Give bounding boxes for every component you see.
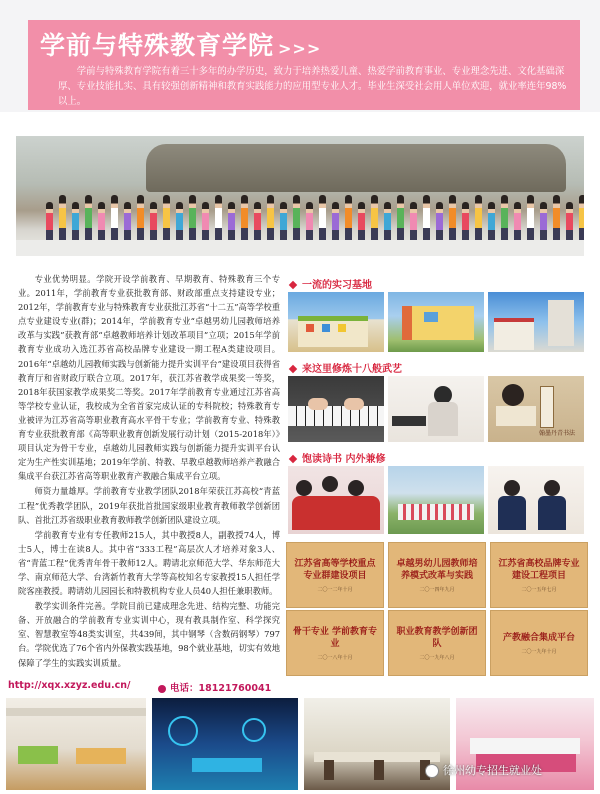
certificate-5: 职业教育教学创新团队 二〇一九年八月 <box>388 610 486 676</box>
classroom-photo-1 <box>6 698 146 790</box>
child-figure <box>267 195 274 242</box>
wechat-icon <box>425 764 439 778</box>
child-figure <box>98 202 105 242</box>
child-figure <box>436 202 443 242</box>
child-figure <box>306 202 313 242</box>
child-figure <box>527 195 534 242</box>
child-figure <box>111 195 118 242</box>
child-figure <box>579 195 584 242</box>
certificate-1: 江苏省高等学校重点专业群建设项目 二〇一二年十月 <box>286 542 384 608</box>
calligraphy-photo <box>488 376 584 442</box>
paragraph-training-facilities: 教学实训条件完善。学院目前已建成理念先进、结构完整、功能完备、开放融合的学前教育专业实训中心，现有教具制作室、科学探究室、智慧教室等48类实训室，共439间，其中钢琴（含数码钢琴）797台。学院优选了76个省内外保教实践基地，98个就业基地，切实有效地保障了学生的实践实训质量。 <box>18 601 280 668</box>
diamond-icon <box>289 365 297 373</box>
child-figure <box>384 202 391 242</box>
website-url[interactable]: http://xqx.xzyz.edu.cn/ <box>8 680 131 691</box>
child-figure <box>72 202 79 242</box>
child-figure <box>228 202 235 242</box>
body-text-column <box>18 272 280 671</box>
child-figure <box>176 202 183 242</box>
child-figure <box>475 195 482 242</box>
child-figure <box>488 202 495 242</box>
certificate-6: 产教融合集成平台 二〇一九年十月 <box>490 610 588 676</box>
child-figure <box>241 195 248 242</box>
kindergarten-building-photo-3 <box>488 292 584 352</box>
child-figure <box>137 195 144 242</box>
child-figure <box>319 195 326 242</box>
section-label-poetry: 饱读诗书 内外兼修 <box>290 450 385 465</box>
child-figure <box>150 202 157 242</box>
title-text: 学前与特殊教育学院 <box>40 31 275 60</box>
child-figure <box>358 202 365 242</box>
child-figure <box>540 202 547 242</box>
title-arrows: >>> <box>278 39 322 58</box>
reading-students-photo <box>288 466 384 534</box>
child-figure <box>46 202 53 242</box>
child-figure <box>501 195 508 242</box>
phone-number: 18121760041 <box>198 683 272 694</box>
child-figure <box>345 195 352 242</box>
page-title <box>40 26 321 62</box>
child-figure <box>189 195 196 242</box>
child-figure <box>124 202 131 242</box>
child-figure <box>59 195 66 242</box>
paragraph-faculty-numbers: 学前教育专业有专任教师215人，其中教授8人，副教授74人，博士5人，博士在读8人。其中省“333工程”高层次人才培养对象3人、省“青蓝工程”优秀青年骨干教师12人。聘请北京师范大学、华东师范大学、南京师范大学、台湾新竹教育大学等高校知名专家教授15人担任学院客座教授。聘请幼儿园园长和特教机构专业人员40人担任兼职教师。 <box>18 529 280 597</box>
piano-hands-photo <box>288 376 384 442</box>
ground <box>16 240 584 256</box>
child-figure <box>423 195 430 242</box>
children-row <box>46 182 584 242</box>
student-playing-piano-photo <box>388 376 484 442</box>
science-room-photo <box>152 698 298 790</box>
child-figure <box>215 195 222 242</box>
child-figure <box>280 202 287 242</box>
phone-contact <box>158 680 271 694</box>
child-figure <box>163 195 170 242</box>
calligraphy-caption: 翰墨丹青书法 <box>538 430 575 437</box>
certificate-3: 江苏省高校品牌专业建设工程项目 二〇一五年七月 <box>490 542 588 608</box>
child-figure <box>553 195 560 242</box>
section-label-skills: 来这里修炼十八般武艺 <box>290 360 402 375</box>
phone-icon <box>158 685 166 693</box>
child-figure <box>514 202 521 242</box>
child-figure <box>410 202 417 242</box>
child-figure <box>462 202 469 242</box>
kindergarten-building-photo-2 <box>388 292 484 352</box>
intro-paragraph: 学前与特殊教育学院有着三十多年的办学历史，致力于培养热爱儿童、热爱学前教育事业、专业理念先进、文化基础深厚、专业技能扎实、具有较强创新精神和教育实践能力的应用型专业人才。毕业生深受社会用人单位欢迎，就业率连年98%以上。 <box>58 66 567 107</box>
outdoor-group-photo <box>388 466 484 534</box>
child-figure <box>293 195 300 242</box>
certificate-2: 卓越男幼儿园教师培养模式改革与实践 二〇一四年九月 <box>388 542 486 608</box>
child-figure <box>449 195 456 242</box>
kindergarten-building-photo-1 <box>288 292 384 352</box>
certificate-4: 骨干专业 学前教育专业 二〇一八年十月 <box>286 610 384 676</box>
child-figure <box>254 202 261 242</box>
child-figure <box>371 195 378 242</box>
phone-label: 电话： <box>170 683 199 694</box>
students-with-children-photo <box>488 466 584 534</box>
child-figure <box>202 202 209 242</box>
child-figure <box>85 195 92 242</box>
wechat-watermark: 徐州幼专招生就业处 <box>425 762 542 778</box>
paragraph-major-advantage: 专业优势明显。学院开设学前教育、早期教育、特殊教育三个专业。2011年，学前教育专业获批教育部、财政部重点支持建设专业；2012年，学前教育专业与特殊教育专业获批江苏省“十二五”高等学校重点专业建设专业(群)；2014年，学前教育专业“卓越男幼儿园教师培养改革与实践”获教育部“卓越教师培养计划改革项目”立项；2015年学前教育专业成功入选江苏省高校品牌专业建设一期工程A类建设项目。2016年“卓越幼儿园教师实践与创新能力提升实训平台”建设项目获得省教育厅和省财政厅联合立项。2017年，获江苏省教学成果奖一等奖，2018年获国家教学成果奖二等奖。2017年学前教育专业通过江苏省高等学校专业认证，我校成为全省首家完成认证的专科院校；特殊教育专业被评为江苏省高等职业教育高水平骨干专业；学前教育专业、特殊教育专业获批教育部《高等职业教育创新发展行动计划（2015-2018年）》项目认定为骨干专业，卓越幼儿园教师实践与创新能力提升实训平台认定为生产性实训基地；2019年学前、特教、早教卓越教师培养产教融合集成平台获江苏省高等职业教育产教融合集成平台立项。 <box>18 274 280 482</box>
child-figure <box>332 202 339 242</box>
child-figure <box>397 195 404 242</box>
paragraph-faculty-strength: 师资力量雄厚。学前教育专业教学团队2018年荣获江苏高校“青蓝工程”优秀教学团队，2019年获批首批国家级职业教育教师教学创新团队、首批江苏省级职业教育教师教学创新团队建设立项。 <box>18 486 280 525</box>
children-group-photo <box>16 136 584 256</box>
child-figure <box>566 202 573 242</box>
diamond-icon <box>289 455 297 463</box>
diamond-icon <box>289 281 297 289</box>
section-label-base: 一流的实习基地 <box>290 276 372 291</box>
